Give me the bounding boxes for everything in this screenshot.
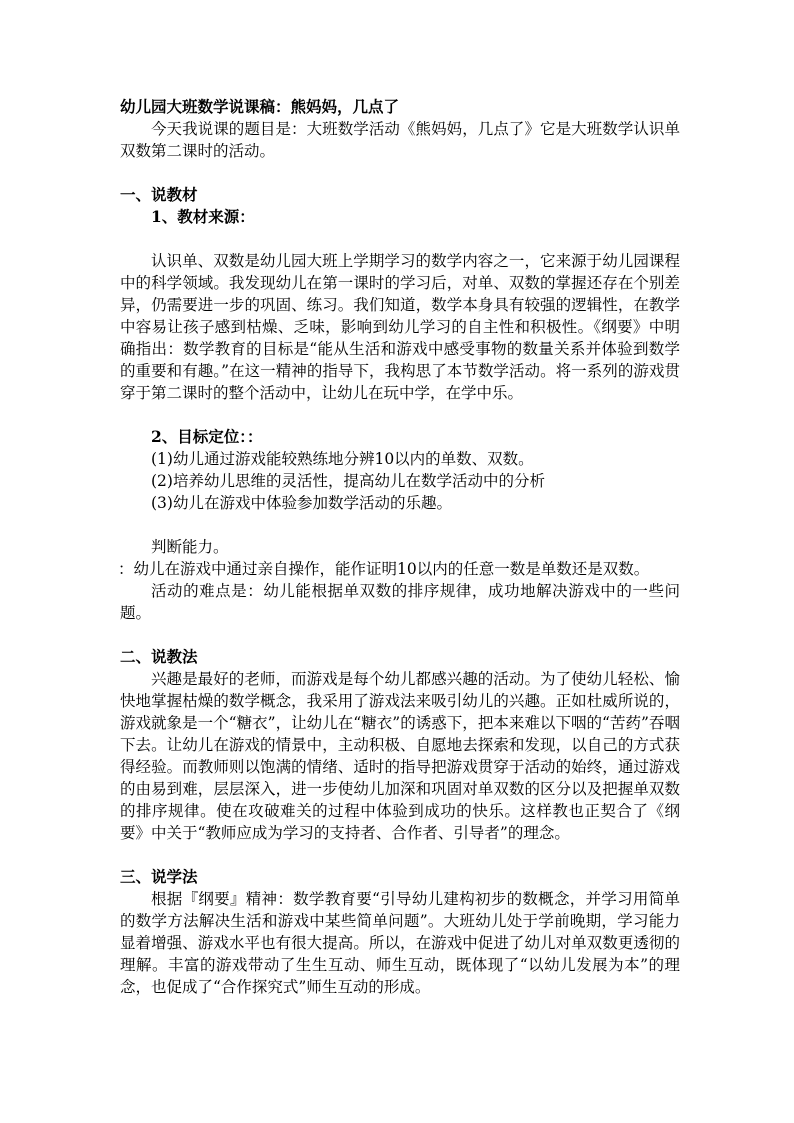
material-source-paragraph: 认识单、双数是幼儿园大班上学期学习的数学内容之一，它来源于幼儿园课程中的科学领域。我发现幼儿在第一课时的学习后，对单、双数的掌握还存在个别差异，仍需要进一步的巩固、练习。我们知道，数学本身具有较强的逻辑性，在教学中容易让孩子感到枯燥、乏味，影响到幼儿学习的自主性和积极性。《纲要》中明确指出：数学教育的目标是“能从生活和游戏中感受事物的数量关系并体验到数学的重要和有趣。”在这一精神的指导下，我构思了本节数学活动。将一系列的游戏贯穿于第二课时的整个活动中，让幼儿在玩中学，在学中乐。	[120, 252, 680, 402]
goal-item-1: (1)幼儿通过游戏能较熟练地分辨10以内的单数、双数。	[151, 450, 534, 468]
subheading-goal-positioning: 2、目标定位：：	[151, 427, 263, 446]
document-title: 幼儿园大班数学说课稿：熊妈妈，几点了	[120, 97, 400, 116]
section-heading-teaching-material: 一、说教材	[120, 185, 198, 204]
document-page	[120, 96, 680, 998]
key-point-paragraph: ：幼儿在游戏中通过亲自操作，能作证明10以内的任意一数是单数还是双数。	[118, 560, 650, 578]
subheading-material-source: 1、教材来源：	[151, 207, 255, 226]
spacer	[120, 162, 680, 184]
spacer	[120, 404, 680, 426]
goal-item-3: (3)幼儿在游戏中体验参加数学活动的乐趣。	[151, 494, 452, 512]
judge-ability-line: 判断能力。	[151, 538, 229, 556]
spacer	[120, 624, 680, 646]
spacer	[120, 844, 680, 866]
teaching-method-paragraph: 兴趣是最好的老师，而游戏是每个幼儿都感兴趣的活动。为了使幼儿轻松、愉快地掌握枯燥的数学概念，我采用了游戏法来吸引幼儿的兴趣。正如杜威所说的，游戏就象是一个“糖衣”，让幼儿在“糖衣”的诱惑下，把本来难以下咽的“苦药”吞咽下去。让幼儿在游戏的情景中，主动积极、自愿地去探索和发现，以自己的方式获得经验。而教师则以饱满的情绪、适时的指导把游戏贯穿于活动的始终，通过游戏的由易到难，层层深入，进一步使幼儿加深和巩固对单双数的区分以及把握单双数的排序规律。使在攻破难关的过程中体验到成功的快乐。这样教也正契合了《纲要》中关于“教师应成为学习的支持者、合作者、引导者”的理念。	[120, 670, 681, 842]
intro-paragraph: 今天我说课的题目是：大班数学活动《熊妈妈，几点了》它是大班数学认识单双数第二课时的活动。	[120, 120, 680, 160]
spacer	[120, 514, 680, 536]
goal-item-2: (2)培养幼儿思维的灵活性，提高幼儿在数学活动中的分析	[151, 472, 545, 490]
learning-method-paragraph: 根据『纲要』精神：数学教育要“引导幼儿建构初步的数概念，并学习用简单的数学方法解决生活和游戏中某些简单问题”。大班幼儿处于学前晚期，学习能力显着增强、游戏水平也有很大提高。所以，在游戏中促进了幼儿对单双数更透彻的理解。丰富的游戏带动了生生互动、师生互动，既体现了“以幼儿发展为本”的理念，也促成了“合作探究式”师生互动的形成。	[120, 890, 680, 996]
difficulty-paragraph: 活动的难点是：幼儿能根据单双数的排序规律，成功地解决游戏中的一些问题。	[120, 582, 680, 622]
section-heading-teaching-method: 二、说教法	[120, 647, 198, 666]
spacer	[120, 228, 680, 250]
section-heading-learning-method: 三、说学法	[120, 867, 198, 886]
